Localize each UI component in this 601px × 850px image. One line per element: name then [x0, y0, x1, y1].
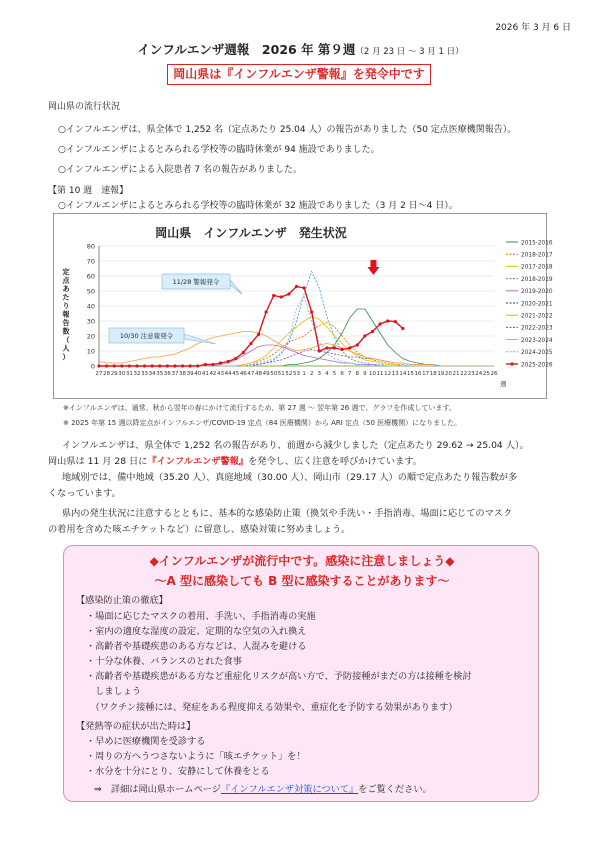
- prevention-item: ・高齢者や基礎疾患がある方など重症化リスクが高い方で、予防接種がまだの方は接種を検討: [86, 671, 472, 682]
- y-axis-label-char: 定: [62, 268, 70, 276]
- x-tick-label: 46: [239, 371, 247, 377]
- x-tick-label: 31: [125, 371, 133, 377]
- y-axis-label-char: 点: [62, 276, 70, 285]
- region-paragraph: 地域別では、備中地域（35.20 人）、真庭地域（30.00 人）、岡山市（29.17 人）の順で定点あたり報告数が多: [62, 472, 518, 483]
- data-point: [234, 357, 237, 360]
- x-tick-label: 35: [156, 371, 164, 377]
- data-point: [310, 310, 313, 313]
- data-point: [97, 364, 100, 367]
- x-tick-label: 6: [340, 371, 344, 377]
- x-tick-label: 51: [277, 371, 285, 377]
- status-bullet: ○インフルエンザによる入院患者 7 名の報告がありました。: [58, 165, 302, 175]
- data-point: [318, 349, 321, 352]
- x-tick-label: 15: [406, 371, 414, 377]
- x-tick-label: 42: [209, 371, 217, 377]
- alert-banner: 岡山県は『インフルエンザ警報』を発令中です: [167, 64, 431, 85]
- x-tick-label: 9: [363, 371, 367, 377]
- legend-label: 2018-2019: [521, 276, 553, 283]
- legend-marker: [510, 362, 513, 365]
- prevention-box: [63, 545, 539, 802]
- data-point: [120, 364, 123, 367]
- annotation-text: 11/28 警報発令: [172, 278, 220, 286]
- report-date: 2026 年 3 月 6 日: [495, 23, 571, 33]
- data-point: [333, 346, 336, 349]
- data-point: [257, 333, 260, 336]
- x-tick-label: 41: [201, 371, 209, 377]
- x-tick-label: 43: [217, 371, 225, 377]
- y-tick-label: 60: [86, 272, 95, 281]
- x-tick-label: 5: [332, 371, 337, 377]
- data-point: [128, 364, 131, 367]
- y-tick-label: 10: [86, 347, 95, 356]
- down-arrow-icon: [367, 260, 379, 275]
- x-tick-label: 49: [262, 371, 270, 377]
- x-tick-label: 18: [429, 371, 437, 377]
- legend-label: 2023-2024: [521, 337, 553, 344]
- y-axis-label-char: 人: [62, 344, 70, 353]
- data-point: [151, 364, 154, 367]
- x-tick-label: 33: [141, 371, 149, 377]
- flash-report-label: 【第 10 週 速報】: [48, 186, 129, 196]
- x-tick-label: 52: [285, 371, 293, 377]
- x-tick-label: 40: [194, 371, 202, 377]
- x-tick-label: 16: [414, 371, 422, 377]
- data-point: [173, 364, 176, 367]
- y-axis-label-char: （: [62, 336, 70, 344]
- legend-label: 2024-2025: [521, 350, 553, 357]
- homepage-line: ⇒ 詳細は岡山県ホームページ『インフルエンザ対策について』をご覧ください。: [94, 784, 432, 795]
- y-tick-label: 50: [86, 287, 95, 296]
- symptom-item: ・水分を十分にとり、安静にして休養をとる: [86, 766, 270, 777]
- x-tick-label: 17: [422, 371, 430, 377]
- y-tick-label: 80: [86, 242, 95, 251]
- prevention-item: ・室内の適度な湿度の設定、定期的な空気の入れ換え: [86, 626, 307, 637]
- prevention-item: （ワクチン接種には、発症をある程度抑える効果や、重症化を予防する効果があります）: [86, 702, 458, 713]
- legend-label: 2025-2026: [521, 362, 553, 369]
- warning-paragraph: 岡山県は 11 月 28 日に『インフルエンザ警報』を発令し、広く注意を呼びかけています。: [48, 456, 422, 467]
- x-tick-label: 2: [309, 371, 314, 377]
- legend-label: 2015-2016: [521, 240, 553, 247]
- y-tick-label: 20: [86, 332, 95, 341]
- data-point: [295, 285, 298, 288]
- y-axis-label-char: 報: [62, 310, 70, 319]
- x-tick-label: 29: [110, 371, 118, 377]
- legend-label: 2017-2018: [521, 264, 553, 271]
- data-point: [401, 327, 404, 330]
- x-tick-label: 45: [232, 371, 240, 377]
- data-point: [325, 346, 328, 349]
- x-tick-label: 3: [317, 371, 322, 377]
- chart-canvas: [54, 214, 553, 400]
- data-point: [340, 348, 343, 351]
- data-point: [227, 360, 230, 363]
- flash-bullet: ○インフルエンザによるとみられる学校等の臨時休業が 32 施設でありました（3 月 2 日～4 日）。: [58, 201, 458, 211]
- data-point: [356, 343, 359, 346]
- annotation-pointer: [230, 280, 242, 294]
- influenza-chart: [53, 213, 553, 399]
- legend-label: 2020-2021: [521, 301, 553, 308]
- data-point: [280, 295, 283, 298]
- x-tick-label: 8: [355, 371, 360, 377]
- summary-paragraph: インフルエンザは、県全体で 1,252 名の報告があり、前週から減少しました（定点あたり 29.62 → 25.04 人）。: [62, 440, 529, 451]
- data-point: [105, 364, 108, 367]
- data-point: [272, 294, 275, 297]
- chart-note: ※インフルエンザは、通常、秋から翌年の春にかけて流行するため、第 27 週 ～ 翌年第 26 週で、グラフを作成しています。: [63, 404, 456, 412]
- y-tick-label: 40: [86, 302, 95, 311]
- x-tick-label: 34: [148, 371, 156, 377]
- x-tick-label: 37: [171, 371, 179, 377]
- advice-paragraph-cont: の着用を含めた咳エチケットなど）に留意し、感染対策に努めましょう。: [48, 524, 351, 535]
- data-point: [287, 292, 290, 295]
- x-tick-label: 1: [302, 371, 306, 377]
- prevention-item: ・場面に応じたマスクの着用、手洗い、手指消毒の実施: [86, 611, 316, 622]
- x-tick-label: 14: [399, 371, 407, 377]
- advice-paragraph: 県内の発生状況に注意するとともに、基本的な感染防止策（換気や手洗い・手指消毒、場面に応じてのマスク: [62, 508, 513, 519]
- x-tick-label: 13: [391, 371, 399, 377]
- legend-label: 2022-2023: [521, 325, 553, 332]
- x-tick-label: 22: [460, 371, 468, 377]
- warning-highlight: 『インフルエンザ警報』: [147, 456, 249, 467]
- x-tick-label: 53: [293, 371, 300, 377]
- prevention-item: ・十分な休養、バランスのとれた食事: [86, 656, 242, 667]
- data-point: [348, 346, 351, 349]
- page-title: インフルエンザ週報 2026 年 第９週（2 月 23 日 ～ 3 月 1 日）: [137, 42, 464, 57]
- symptom-item: ・周りの方へうつさないように「咳エチケット」を！: [86, 751, 306, 762]
- y-tick-label: 0: [90, 362, 95, 371]
- x-tick-label: 28: [103, 371, 111, 377]
- x-tick-label: 10: [368, 371, 376, 377]
- x-tick-label: 48: [255, 371, 263, 377]
- y-axis-label-char: た: [62, 293, 70, 302]
- data-point: [371, 330, 374, 333]
- x-tick-label: 24: [475, 371, 483, 377]
- data-point: [386, 319, 389, 322]
- status-section-label: 岡山県の流行状況: [48, 102, 121, 112]
- y-tick-label: 30: [86, 317, 95, 326]
- data-point: [249, 342, 252, 345]
- data-point: [113, 364, 116, 367]
- x-tick-label: 25: [482, 371, 490, 377]
- x-tick-label: 20: [444, 371, 452, 377]
- x-tick-label: 4: [325, 371, 329, 377]
- y-axis-label-char: あ: [62, 285, 70, 293]
- y-axis-label-char: り: [62, 302, 70, 310]
- box-subheading: ～A 型に感染しても B 型に感染することがあります～: [154, 574, 450, 588]
- legend-label: 2018-2017: [521, 252, 553, 259]
- x-tick-label: 26: [490, 371, 498, 377]
- x-tick-label: 12: [384, 371, 392, 377]
- series-line: [99, 350, 494, 367]
- x-tick-label: 32: [133, 371, 141, 377]
- data-point: [378, 322, 381, 325]
- x-tick-label: 47: [247, 371, 255, 377]
- legend-label: 2021-2022: [521, 313, 553, 320]
- x-tick-label: 30: [118, 371, 126, 377]
- data-point: [189, 364, 192, 367]
- data-point: [363, 334, 366, 337]
- series-line: [99, 345, 494, 366]
- annotation-text: 10/30 注意報発令: [119, 332, 174, 340]
- data-point: [394, 320, 397, 323]
- x-axis-label: 週: [500, 380, 507, 388]
- data-point: [143, 364, 146, 367]
- data-point: [242, 351, 245, 354]
- data-point: [181, 364, 184, 367]
- x-tick-label: 36: [163, 371, 171, 377]
- data-point: [135, 364, 138, 367]
- data-point: [166, 364, 169, 367]
- y-tick-label: 70: [86, 257, 95, 266]
- status-bullet: ○インフルエンザによるとみられる学校等の臨時休業が 94 施設でありました。: [58, 145, 380, 155]
- prevention-label: 【感染防止策の徹底】: [76, 595, 168, 606]
- data-point: [204, 363, 207, 366]
- data-point: [219, 361, 222, 364]
- x-tick-label: 7: [347, 371, 352, 377]
- y-axis-label-char: 数: [62, 327, 70, 336]
- chart-note: ※ 2025 年第 15 週以降定点がインフルエンザ/COVID-19 定点（84 医療機関）から ARI 定点（50 医療機関）になりました。: [63, 419, 462, 427]
- legend-label: 2019-2020: [521, 289, 553, 296]
- x-tick-label: 27: [95, 371, 103, 377]
- x-tick-label: 21: [452, 371, 460, 377]
- data-point: [211, 363, 214, 366]
- y-axis-label-char: 告: [62, 319, 70, 327]
- prevention-item: しましょう: [86, 686, 142, 697]
- x-tick-label: 19: [437, 371, 445, 377]
- x-tick-label: 39: [186, 371, 194, 377]
- x-tick-label: 11: [376, 371, 384, 377]
- y-axis-label-char: ）: [62, 353, 70, 361]
- x-tick-label: 50: [270, 371, 278, 377]
- data-point: [265, 310, 268, 313]
- data-point: [158, 364, 161, 367]
- prevention-item: ・高齢者や基礎疾患のある方などは、人混みを避ける: [86, 641, 307, 652]
- data-point: [302, 286, 305, 289]
- x-tick-label: 23: [467, 371, 475, 377]
- symptom-item: ・早めに医療機関を受診する: [86, 736, 206, 747]
- symptom-label: 【発熱等の症状が出た時は】: [76, 721, 196, 732]
- region-paragraph-cont: くなっています。: [48, 488, 121, 499]
- box-heading: ◆インフルエンザが流行中です。感染に注意しましょう◆: [149, 554, 455, 568]
- status-bullet: ○インフルエンザは、県全体で 1,252 名（定点あたり 25.04 人）の報告がありました（50 定点医療機関報告）。: [58, 125, 517, 135]
- data-point: [196, 364, 199, 367]
- chart-title: 岡山県 インフルエンザ 発生状況: [155, 226, 347, 240]
- x-tick-label: 44: [224, 371, 232, 377]
- homepage-link[interactable]: 『インフルエンザ対策について』: [220, 784, 359, 795]
- x-tick-label: 38: [179, 371, 187, 377]
